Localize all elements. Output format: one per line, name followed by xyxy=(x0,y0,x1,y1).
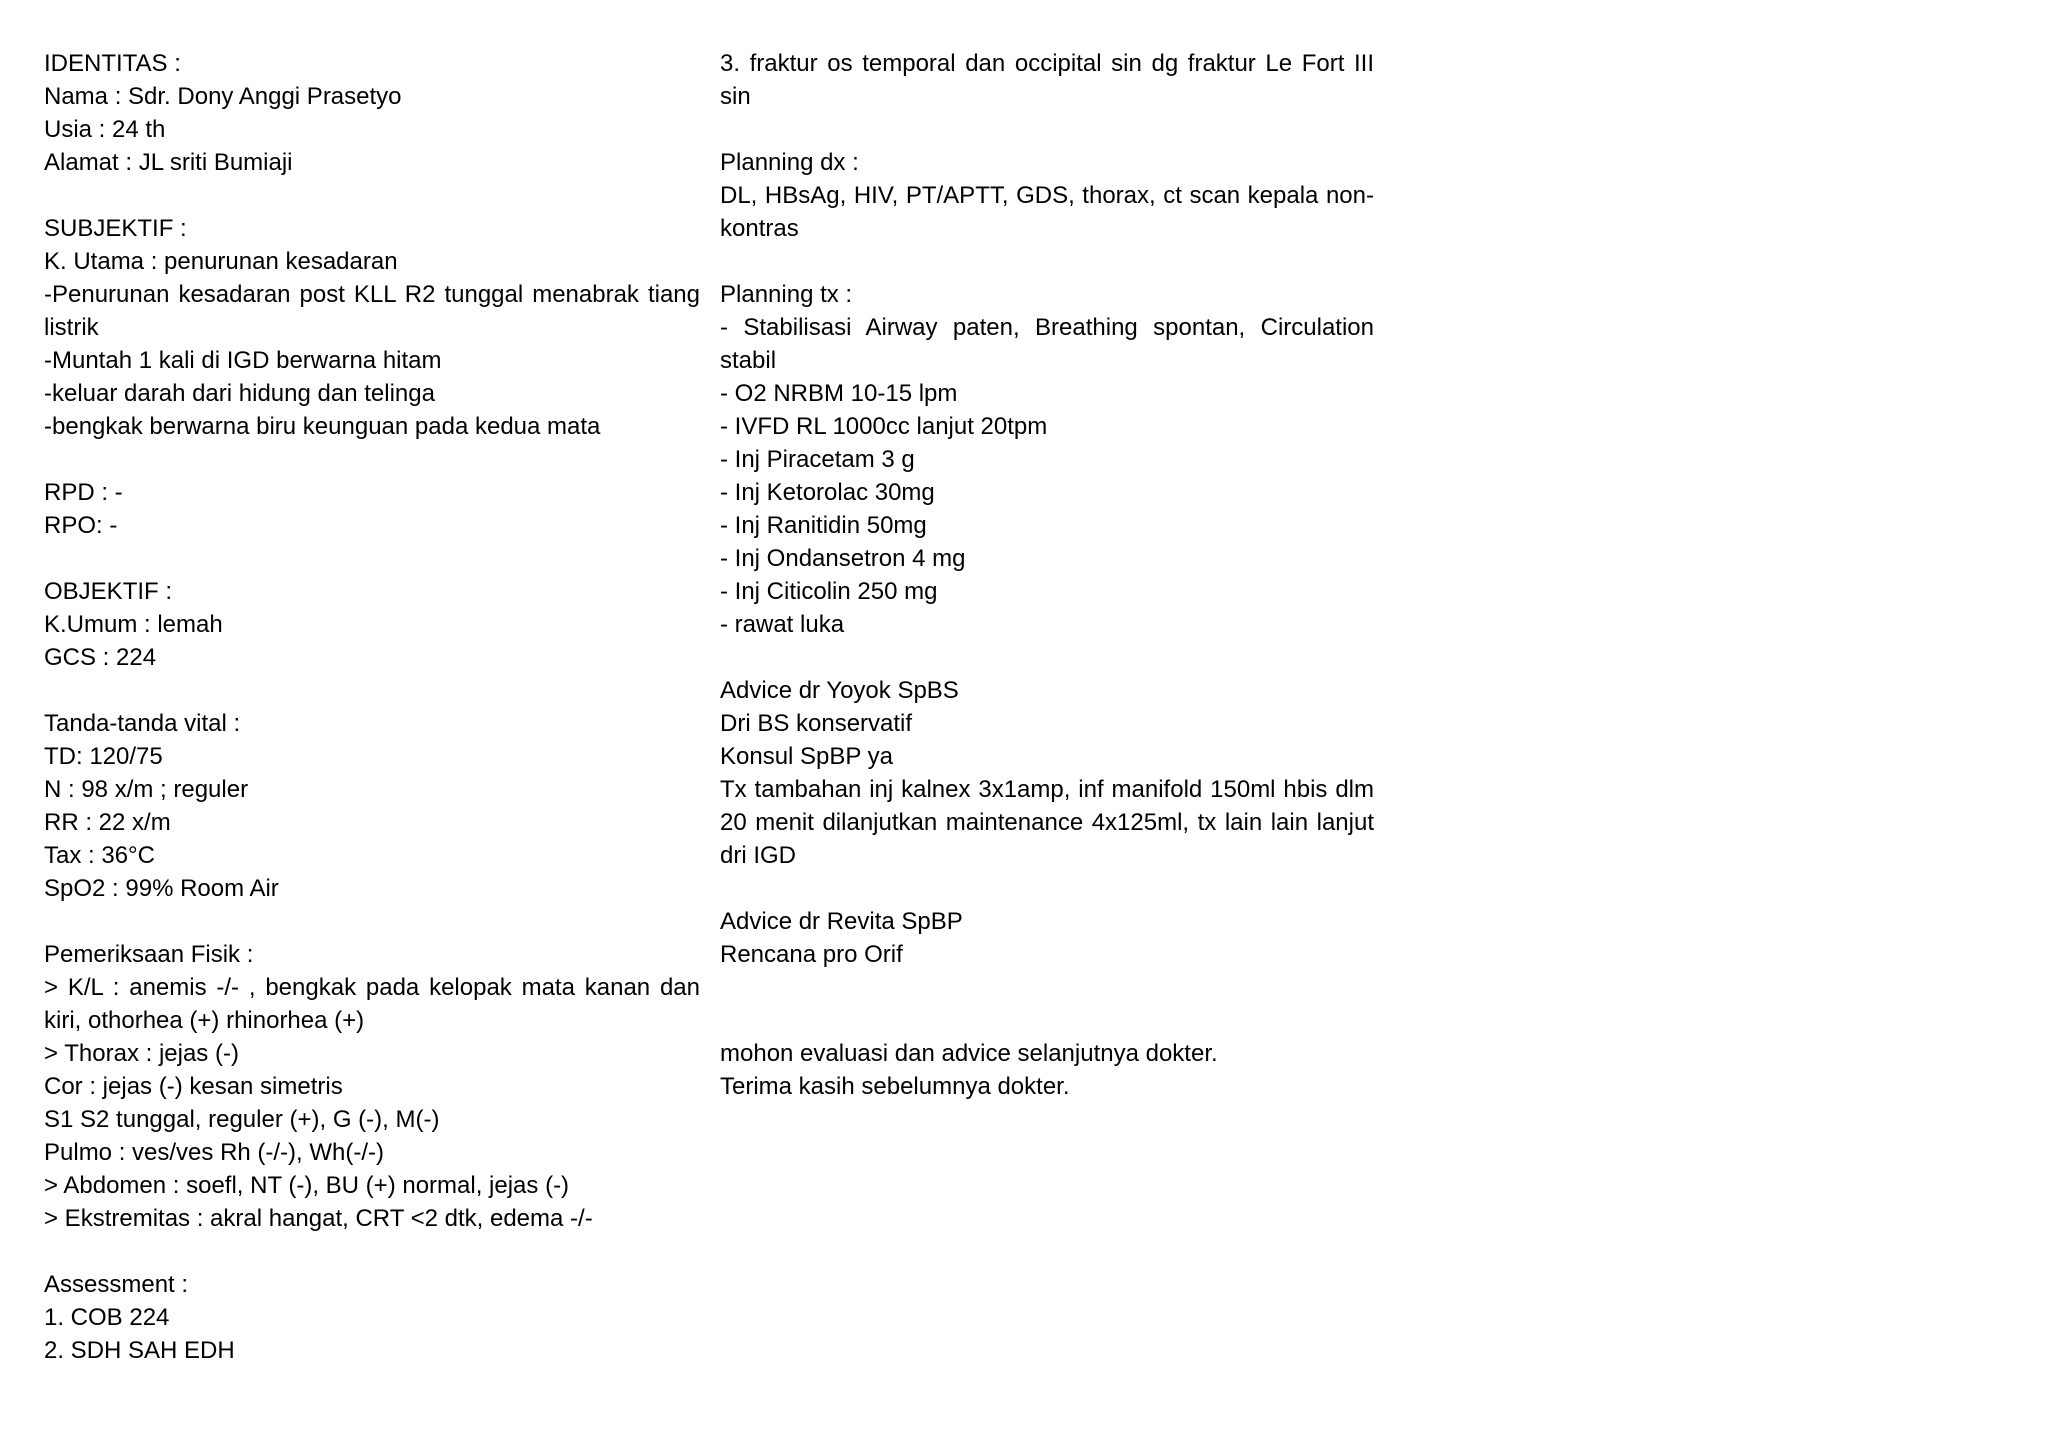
patient-address: Alamat : JL sriti Bumiaji xyxy=(44,149,293,176)
rpo-line: RPO: - xyxy=(44,512,118,539)
advice-tx-text: Tx tambahan inj kalnex 3x1amp, inf manifold 150ml hbis dlm 20 menit dilanjutkan maintenance 4x125ml, tx lain lain lanjut dri IGD xyxy=(720,776,1374,869)
treatment-item: - O2 NRBM 10-15 lpm xyxy=(720,380,958,407)
assessment-item: 2. SDH SAH EDH xyxy=(44,1337,235,1364)
objektif-heading: OBJEKTIF : xyxy=(44,578,173,605)
cor-exam: Cor : jejas (-) kesan simetris xyxy=(44,1073,343,1100)
treatment-item: - Inj Ranitidin 50mg xyxy=(720,512,927,539)
blood-pressure: TD: 120/75 xyxy=(44,743,163,770)
head-neck-exam: > K/L : anemis -/- , bengkak pada kelopak mata kanan dan kiri, othorhea (+) rhinorhea (+) xyxy=(44,974,700,1034)
stabilization-item: - Stabilisasi Airway paten, Breathing spontan, Circulation stabil xyxy=(720,314,1374,374)
subjektif-heading: SUBJEKTIF : xyxy=(44,215,187,242)
identitas-heading: IDENTITAS : xyxy=(44,50,181,77)
treatment-item: - Inj Ondansetron 4 mg xyxy=(720,545,966,572)
treatment-item: - Inj Citicolin 250 mg xyxy=(720,578,938,605)
treatment-item: - IVFD RL 1000cc lanjut 20tpm xyxy=(720,413,1048,440)
treatment-item: - Inj Piracetam 3 g xyxy=(720,446,915,473)
subjektif-item: -Muntah 1 kali di IGD berwarna hitam xyxy=(44,347,442,374)
left-column xyxy=(44,47,700,1367)
patient-age: Usia : 24 th xyxy=(44,116,166,143)
right-column xyxy=(720,47,1374,1103)
respiratory-rate: RR : 22 x/m xyxy=(44,809,171,836)
oxygen-saturation: SpO2 : 99% Room Air xyxy=(44,875,279,902)
subjektif-item: -Penurunan kesadaran post KLL R2 tunggal menabrak tiang listrik xyxy=(44,281,700,341)
treatment-item: - Inj Ketorolac 30mg xyxy=(720,479,935,506)
pulmo-exam: Pulmo : ves/ves Rh (-/-), Wh(-/-) xyxy=(44,1139,385,1166)
subjektif-item: -bengkak berwarna biru keunguan pada kedua mata xyxy=(44,413,601,440)
advice-line: Konsul SpBP ya xyxy=(720,743,894,770)
heart-sounds: S1 S2 tunggal, reguler (+), G (-), M(-) xyxy=(44,1106,440,1133)
thorax-exam: > Thorax : jejas (-) xyxy=(44,1040,239,1067)
rpd-line: RPD : - xyxy=(44,479,123,506)
assessment-heading: Assessment : xyxy=(44,1271,189,1298)
assessment-item: 1. COB 224 xyxy=(44,1304,170,1331)
planning-dx-text: DL, HBsAg, HIV, PT/APTT, GDS, thorax, ct scan kepala non-kontras xyxy=(720,182,1374,242)
abdomen-exam: > Abdomen : soefl, NT (-), BU (+) normal, jejas (-) xyxy=(44,1172,570,1199)
subjektif-item: -keluar darah dari hidung dan telinga xyxy=(44,380,435,407)
advice-line: Dri BS konservatif xyxy=(720,710,913,737)
gcs-value: GCS : 224 xyxy=(44,644,157,671)
treatment-item: - rawat luka xyxy=(720,611,845,638)
closing-request: mohon evaluasi dan advice selanjutnya dokter. xyxy=(720,1040,1218,1067)
closing-thanks: Terima kasih sebelumnya dokter. xyxy=(720,1073,1070,1100)
planning-dx-heading: Planning dx : xyxy=(720,149,859,176)
chief-complaint: K. Utama : penurunan kesadaran xyxy=(44,248,398,275)
patient-name: Nama : Sdr. Dony Anggi Prasetyo xyxy=(44,83,402,110)
general-condition: K.Umum : lemah xyxy=(44,611,223,638)
advice-line: Rencana pro Orif xyxy=(720,941,903,968)
planning-tx-heading: Planning tx : xyxy=(720,281,853,308)
temperature: Tax : 36°C xyxy=(44,842,155,869)
advice-revita-heading: Advice dr Revita SpBP xyxy=(720,908,963,935)
vital-signs-heading: Tanda-tanda vital : xyxy=(44,710,241,737)
physical-exam-heading: Pemeriksaan Fisik : xyxy=(44,941,254,968)
pulse-rate: N : 98 x/m ; reguler xyxy=(44,776,249,803)
assessment-item: 3. fraktur os temporal dan occipital sin dg fraktur Le Fort III sin xyxy=(720,50,1374,110)
extremities-exam: > Ekstremitas : akral hangat, CRT <2 dtk, edema -/- xyxy=(44,1205,593,1232)
advice-yoyok-heading: Advice dr Yoyok SpBS xyxy=(720,677,959,704)
